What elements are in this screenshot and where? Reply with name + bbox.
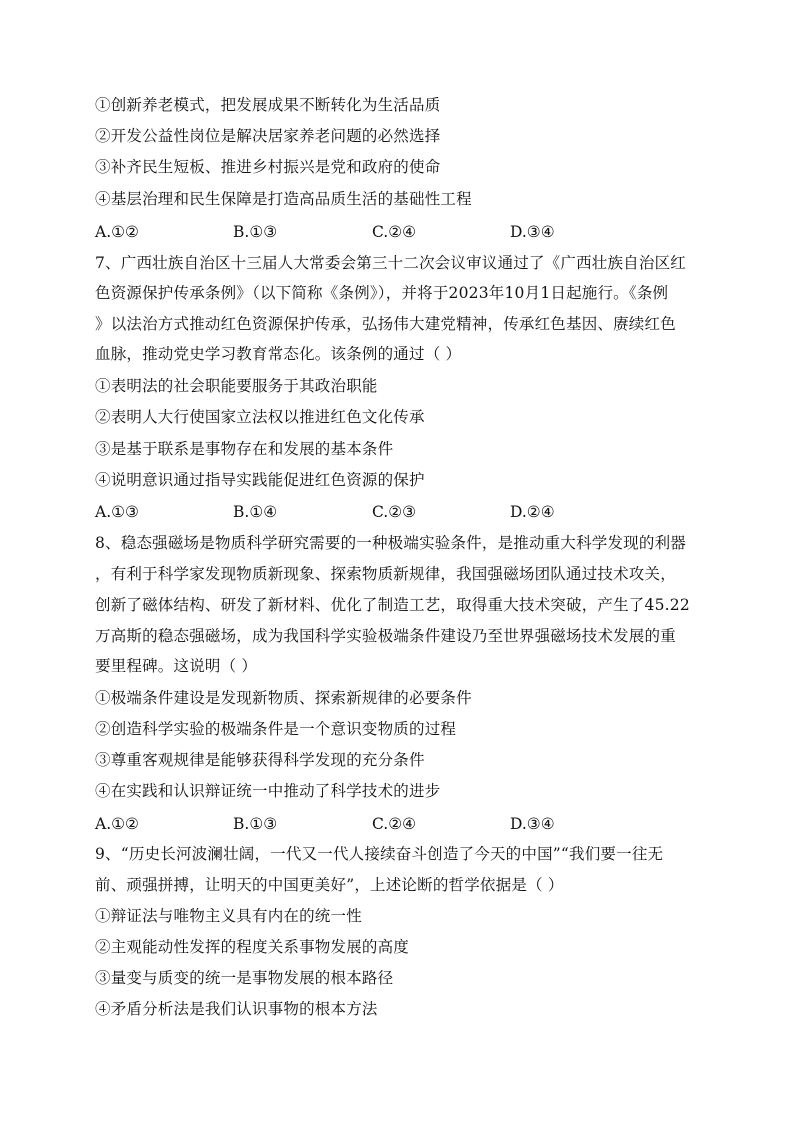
q8-stem-line-5: 要里程碑。这说明（ ）	[95, 657, 258, 675]
q7-stem-line-4: 血脉，推动党史学习教育常态化。该条例的通过（ ）	[95, 345, 462, 363]
q7-stem-line-1: 7、广西壮族自治区十三届人大常委会第三十二次会议审议通过了《广西壮族自治区红	[95, 254, 686, 272]
q8-stem-line-2: ，有利于科学家发现物质新现象、探索物质新规律，我国强磁场团队通过技术攻关，	[95, 565, 676, 583]
q6-item-2: ②开发公益性岗位是解决居家养老问题的必然选择	[95, 127, 441, 145]
q6-item-3: ③补齐民生短板、推进乡村振兴是党和政府的使命	[95, 158, 441, 176]
q7-stem-line-3: 》以法治方式推动红色资源保护传承，弘扬伟大建党精神，传承红色基因、赓续红色	[95, 315, 676, 333]
q8-option-a: A.①②	[95, 815, 139, 833]
q7-item-2: ②表明人大行使国家立法权以推进红色文化传承	[95, 408, 425, 426]
q6-option-a: A.①②	[95, 223, 139, 241]
q6-item-1: ①创新养老模式，把发展成果不断转化为生活品质	[95, 96, 441, 114]
q7-option-a: A.①③	[95, 503, 139, 521]
q7-option-c: C.②③	[372, 503, 417, 521]
q6-options	[95, 222, 695, 242]
q9-item-3: ③量变与质变的统一是事物发展的根本路径	[95, 969, 394, 987]
q8-item-3: ③尊重客观规律是能够获得科学发现的充分条件	[95, 751, 425, 769]
q8-stem-line-3: 创新了磁体结构、研发了新材料、优化了制造工艺，取得重大技术突破，产生了45.22	[95, 596, 690, 614]
q8-stem-line-1: 8、稳态强磁场是物质科学研究需要的一种极端实验条件，是推动重大科学发现的利器	[95, 534, 686, 552]
q8-option-d: D.③④	[510, 815, 555, 833]
q9-item-4: ④矛盾分析法是我们认识事物的根本方法	[95, 1000, 378, 1018]
q9-item-1: ①辩证法与唯物主义具有内在的统一性	[95, 907, 362, 925]
q8-option-b: B.①③	[233, 815, 278, 833]
q6-option-c: C.②④	[372, 223, 417, 241]
q9-stem-line-2: 前、顽强拼搏，让明天的中国更美好”，上述论断的哲学依据是（ ）	[95, 876, 564, 894]
q8-item-4: ④在实践和认识辩证统一中推动了科学技术的进步	[95, 782, 441, 800]
q8-options	[95, 814, 695, 834]
q7-options	[95, 502, 695, 522]
q7-stem-line-2: 色资源保护传承条例》（以下简称《条例》），并将于2023年10月1日起施行。《条例	[95, 284, 669, 302]
q9-item-2: ②主观能动性发挥的程度关系事物发展的高度	[95, 938, 410, 956]
q6-item-4: ④基层治理和民生保障是打造高品质生活的基础性工程	[95, 190, 472, 208]
q7-item-4: ④说明意识通过指导实践能促进红色资源的保护	[95, 471, 425, 489]
q7-item-3: ③是基于联系是事物存在和发展的基本条件	[95, 440, 394, 458]
q7-option-d: D.②④	[510, 503, 555, 521]
q8-stem-line-4: 万高斯的稳态强磁场，成为我国科学实验极端条件建设乃至世界强磁场技术发展的重	[95, 627, 676, 645]
q6-option-b: B.①③	[233, 223, 278, 241]
q6-option-d: D.③④	[510, 223, 555, 241]
q8-item-1: ①极端条件建设是发现新物质、探索新规律的必要条件	[95, 689, 472, 707]
q7-item-1: ①表明法的社会职能要服务于其政治职能	[95, 377, 378, 395]
q8-item-2: ②创造科学实验的极端条件是一个意识变物质的过程	[95, 720, 457, 738]
q9-stem-line-1: 9、“历史长河波澜壮阔，一代又一代人接续奋斗创造了今天的中国”“我们要一往无	[95, 845, 664, 863]
q8-option-c: C.②④	[372, 815, 417, 833]
q7-option-b: B.①④	[233, 503, 278, 521]
